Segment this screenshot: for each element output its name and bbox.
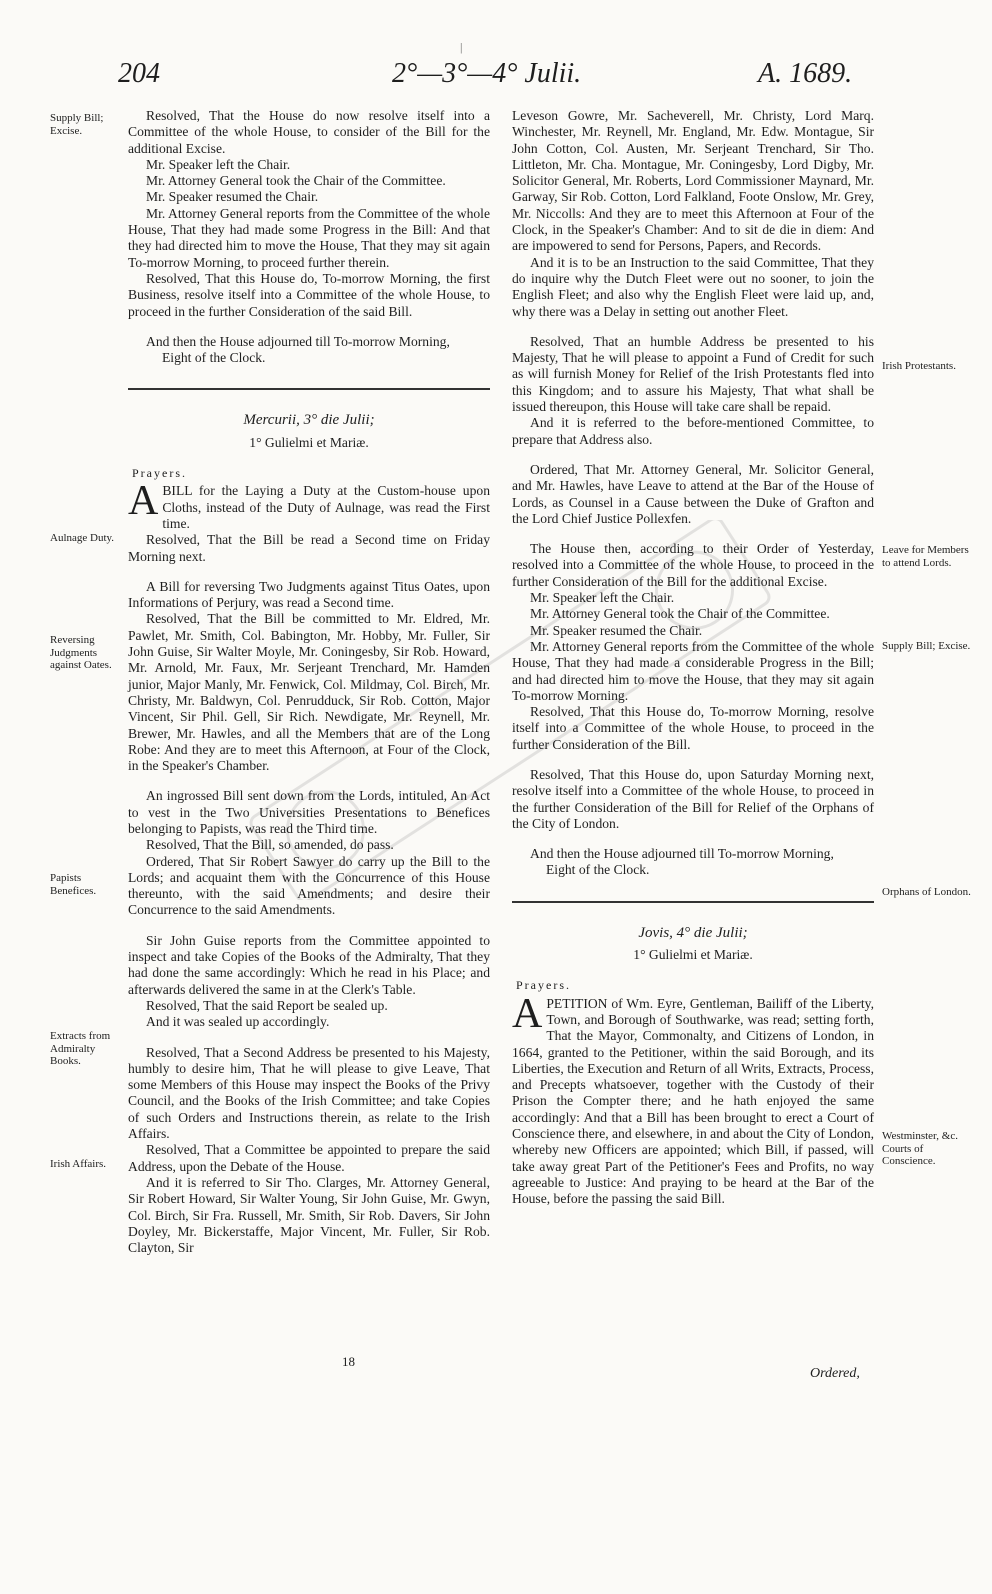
paragraph: Ordered, That Mr. Attorney General, Mr. Solicitor General, and Mr. Hawles, have Leave to attend at the Bar of the House of Lords, as Counsel in a Cause between the Duke of Grafton and the Lord Chief Justice Pollexfen. — [512, 461, 874, 526]
paragraph: And it is referred to Sir Tho. Clarges, Mr. Attorney General, Sir Robert Howard, Sir Walter Young, Sir John Guise, Mr. Gwyn, Col. Birch, Sir Fra. Russell, Mr. Smith, Sir Rob. Davers, Sir John Doyley, Mr. Bickerstaffe, Major Vincent, Mr. Fuller, Sir Rob. Clayton, Sir — [128, 1174, 490, 1256]
admiralty-entry — [128, 933, 490, 1031]
header-year: A. 1689. — [758, 58, 853, 89]
paragraph: Mr. Speaker resumed the Chair. — [530, 622, 703, 638]
paragraph: Mr. Attorney General reports from the Committee of the whole House, That they had made some Progress in the Bill: And that they had directed him to move the House, That they may sit again To-morrow Morning, to proceed further therein. — [128, 205, 490, 270]
prayers-heading: Prayers. — [516, 978, 571, 993]
margin-note: Westminster, &c. Courts of Conscience. — [882, 1130, 958, 1168]
paragraph: PETITION of Wm. Eyre, Gentleman, Bailiff of the Liberty, Town, and Borough of Southwarke, was read; setting forth, That the Mayor, Commonalty, and Citizens of London, in 1664, granted to the Petitioner, within the said Borough, and its Liberties, the Execution and Return of all Writs, Extracts, Process, and Precepts whatsoever, together with the Custody of their Prison the Compter there; and he hath enjoyed the same accordingly: And that a Bill has been brought to erect a Court of Conscience there, and elsewhere, in and about the City of London, whereby new Officers are appointed; which Bill, if passed, will take away great Part of the Petitioner's Fees and Profits, no way agreeable to Justice: And praying to be heard at the Bar of the House, before the passing the said Bill. — [512, 995, 875, 1207]
regnal-year: 1° Gulielmi et Mariæ. — [633, 947, 753, 963]
paragraph: Mr. Speaker resumed the Chair. — [146, 189, 319, 205]
petition-entry — [512, 990, 875, 1208]
top-mark: | — [460, 40, 463, 54]
paragraph: Resolved, That a Committee be appointed to prepare the said Address, upon the Debate of the House. — [128, 1142, 490, 1174]
paragraph: Resolved, That the Bill be read a Second time on Friday Morning next. — [128, 532, 490, 564]
paragraph: Resolved, That the said Report be sealed up. — [146, 997, 388, 1013]
section-divider — [512, 901, 874, 903]
paragraph: Mr. Attorney General took the Chair of the Committee. — [146, 173, 446, 189]
paragraph: The House then, according to their Order of Yesterday, resolved into a Committee of the whole House, to proceed in the further Consideration of the Bill for the additional Excise. — [512, 541, 874, 589]
paragraph: Leveson Gowre, Mr. Sacheverell, Mr. Christy, Lord Marq. Winchester, Mr. Reynell, Mr. England, Mr. Edw. Montague, Sir John Cotton, Col. Austen, Mr. Serjeant Trenchard, Sir Tho. Littleton, Mr. Cha. Montague, Mr. Coningesby, Lord Digby, Mr. Solicitor General, Mr. Roberts, Lord Commissioner Maynard, Mr. Garway, Sir Rob. Cotton, Lord Falkland, Foote Onslow, Mr. Grey, Mr. Niccolls: And they are to meet this Afternoon at Four of the Clock, in the Speaker's Chamber: And to sit de die in diem: And are impowered to send for Persons, Papers, and Records. — [512, 108, 874, 254]
section-divider — [128, 388, 490, 390]
paragraph: Resolved, That this House do, To-morrow Morning, resolve itself into a Committee of the whole House, to proceed in the further Consideration of the Bill. — [512, 704, 874, 752]
margin-note: Supply Bill; Excise. — [882, 640, 971, 652]
drop-cap: A — [512, 990, 543, 1037]
regnal-year: 1° Gulielmi et Mariæ. — [249, 434, 369, 450]
adjournment-note: And then the House adjourned till To-morrow Morning, Eight of the Clock. — [530, 846, 834, 878]
paragraph: Resolved, That this House do, To-morrow Morning, the first Business, resolve itself into a Committee of the whole House, to proceed in the further Consideration of the said Bill. — [128, 270, 490, 319]
paragraph: BILL for the Laying a Duty at the Custom-house upon Cloths, instead of the Duty of Aulnage, was read the First time. — [162, 483, 490, 531]
irish-protestants-entry — [512, 334, 874, 448]
aulnage-entry — [128, 478, 490, 564]
drop-cap: A — [128, 478, 159, 525]
margin-note: Reversing Judgments against Oates. — [50, 634, 112, 672]
margin-note: Irish Protestants. — [882, 360, 956, 372]
margin-note: Aulnage Duty. — [50, 532, 115, 544]
paragraph: Resolved, That the Bill be committed to Mr. Eldred, Mr. Pawlet, Mr. Smith, Col. Babington, Mr. Hobby, Mr. Fuller, Sir John Guise, Sir Walter Moyle, Mr. Coningesby, Sir Rob. Howard, Mr. Arnold, Mr. Faux, Mr. Serjeant Trenchard, Mr. Hamden junior, Major Manly, Mr. Fenwick, Col. Mildmay, Col. Birch, Mr. Christy, Mr. Baldwyn, Col. Penrudduck, Sir Rob. Cotton, Major Vincent, Sir Phil. Gell, Sir Rich. Newdigate, Mr. Reynell, Mr. Brewer, Mr. Hawles, and all the Members that are of the Long Robe: And they are to meet this Afternoon, at Four of the Clock, in the Speaker's Chamber. — [128, 611, 490, 774]
paragraph: And it was sealed up accordingly. — [146, 1014, 330, 1030]
right-column — [512, 108, 874, 1222]
signature-mark: 18 — [342, 1354, 355, 1369]
supply-bill-entry-2 — [512, 541, 874, 753]
paragraph: A Bill for reversing Two Judgments against Titus Oates, upon Informations of Perjury, was read a Second time. — [128, 578, 490, 611]
page-number: 204 — [118, 58, 160, 89]
margin-note: Papists Benefices. — [50, 872, 97, 897]
oates-entry — [128, 579, 490, 775]
left-column — [128, 108, 490, 1270]
catchword: Ordered, — [810, 1366, 860, 1381]
margin-note: Extracts from Admiralty Books. — [50, 1030, 111, 1068]
paragraph: And it is referred to the before-mentioned Committee, to prepare that Address also. — [512, 415, 874, 447]
day-heading: Mercurii, 3° die Julii; — [243, 412, 375, 429]
paragraph: Resolved, That the House do now resolve itself into a Committee of the whole House, to consider of the Bill for the additional Excise. — [128, 108, 490, 156]
paragraph: An ingrossed Bill sent down from the Lords, intituled, An Act to vest in the Two Universities Presentations to Benefices belonging to Papists, was read the Third time. — [128, 788, 490, 836]
committee-continuation — [512, 108, 874, 320]
adjournment-note: And then the House adjourned till To-morrow Morning, Eight of the Clock. — [146, 333, 450, 366]
paragraph: Mr. Speaker left the Chair. — [530, 590, 675, 606]
irish-entry — [128, 1045, 490, 1257]
leave-entry — [512, 462, 874, 527]
margin-note: Supply Bill; Excise. — [50, 112, 104, 137]
papists-entry — [128, 788, 490, 918]
margin-note: Leave for Members to attend Lords. — [882, 544, 969, 569]
header-dates: 2°—3°—4° Julii. — [392, 58, 582, 89]
paragraph: And it is to be an Instruction to the said Committee, That they do inquire why the Dutch Fleet were out no sooner, to join the English Fleet; and also why the English Fleet were laid up, and, why there was a Delay in setting out another Fleet. — [512, 254, 874, 319]
prayers-heading: Prayers. — [132, 466, 187, 481]
paragraph: Resolved, That this House do, upon Saturday Morning next, resolve itself into a Committee of the whole House, to proceed in the further Consideration of the Bill for Relief of the Orphans of the City of London. — [512, 766, 874, 831]
supply-bill-entry — [128, 108, 490, 320]
paragraph: Sir John Guise reports from the Committee appointed to inspect and take Copies of the Books of the Admiralty, That they had done the same accordingly: Which he read in his Place; and afterwards delivered the same in at the Clerk's Table. — [128, 932, 490, 997]
paragraph: Resolved, That the Bill, so amended, do pass. — [146, 837, 394, 853]
day-heading: Jovis, 4° die Julii; — [638, 924, 748, 941]
paragraph: Mr. Attorney General took the Chair of the Committee. — [530, 606, 830, 622]
paragraph: Mr. Speaker left the Chair. — [146, 156, 291, 172]
paragraph: Resolved, That a Second Address be presented to his Majesty, humbly to desire him, That he will please to give Leave, That some Members of this House may inspect the Books of the Privy Council, and the Books of the Irish Committee; and take Copies of such Orders and Instructions therein, as relate to the Irish Affairs. — [128, 1044, 490, 1142]
paragraph: Mr. Attorney General reports from the Committee of the whole House, That they had made a considerable Progress in the Bill; and had directed him to move the House, that they may sit again To-morrow Morning. — [512, 638, 874, 703]
paragraph: Ordered, That Sir Robert Sawyer do carry up the Bill to the Lords; and acquaint them with the Concurrence of this House thereunto, with the said Amendments; and desire their Concurrence to the said Amendments. — [128, 853, 490, 918]
page-header — [0, 58, 992, 102]
paragraph: Resolved, That an humble Address be presented to his Majesty, That he will please to appoint a Fund of Credit for such as will furnish Money for Relief of the Irish Protestants fled into this Kingdom; and to assure his Majesty, That what shall be issued thereupon, this House will take care shall be repaid. — [512, 333, 874, 415]
orphans-entry — [512, 767, 874, 832]
margin-note: Irish Affairs. — [50, 1158, 107, 1170]
margin-note: Orphans of London. — [882, 886, 971, 898]
